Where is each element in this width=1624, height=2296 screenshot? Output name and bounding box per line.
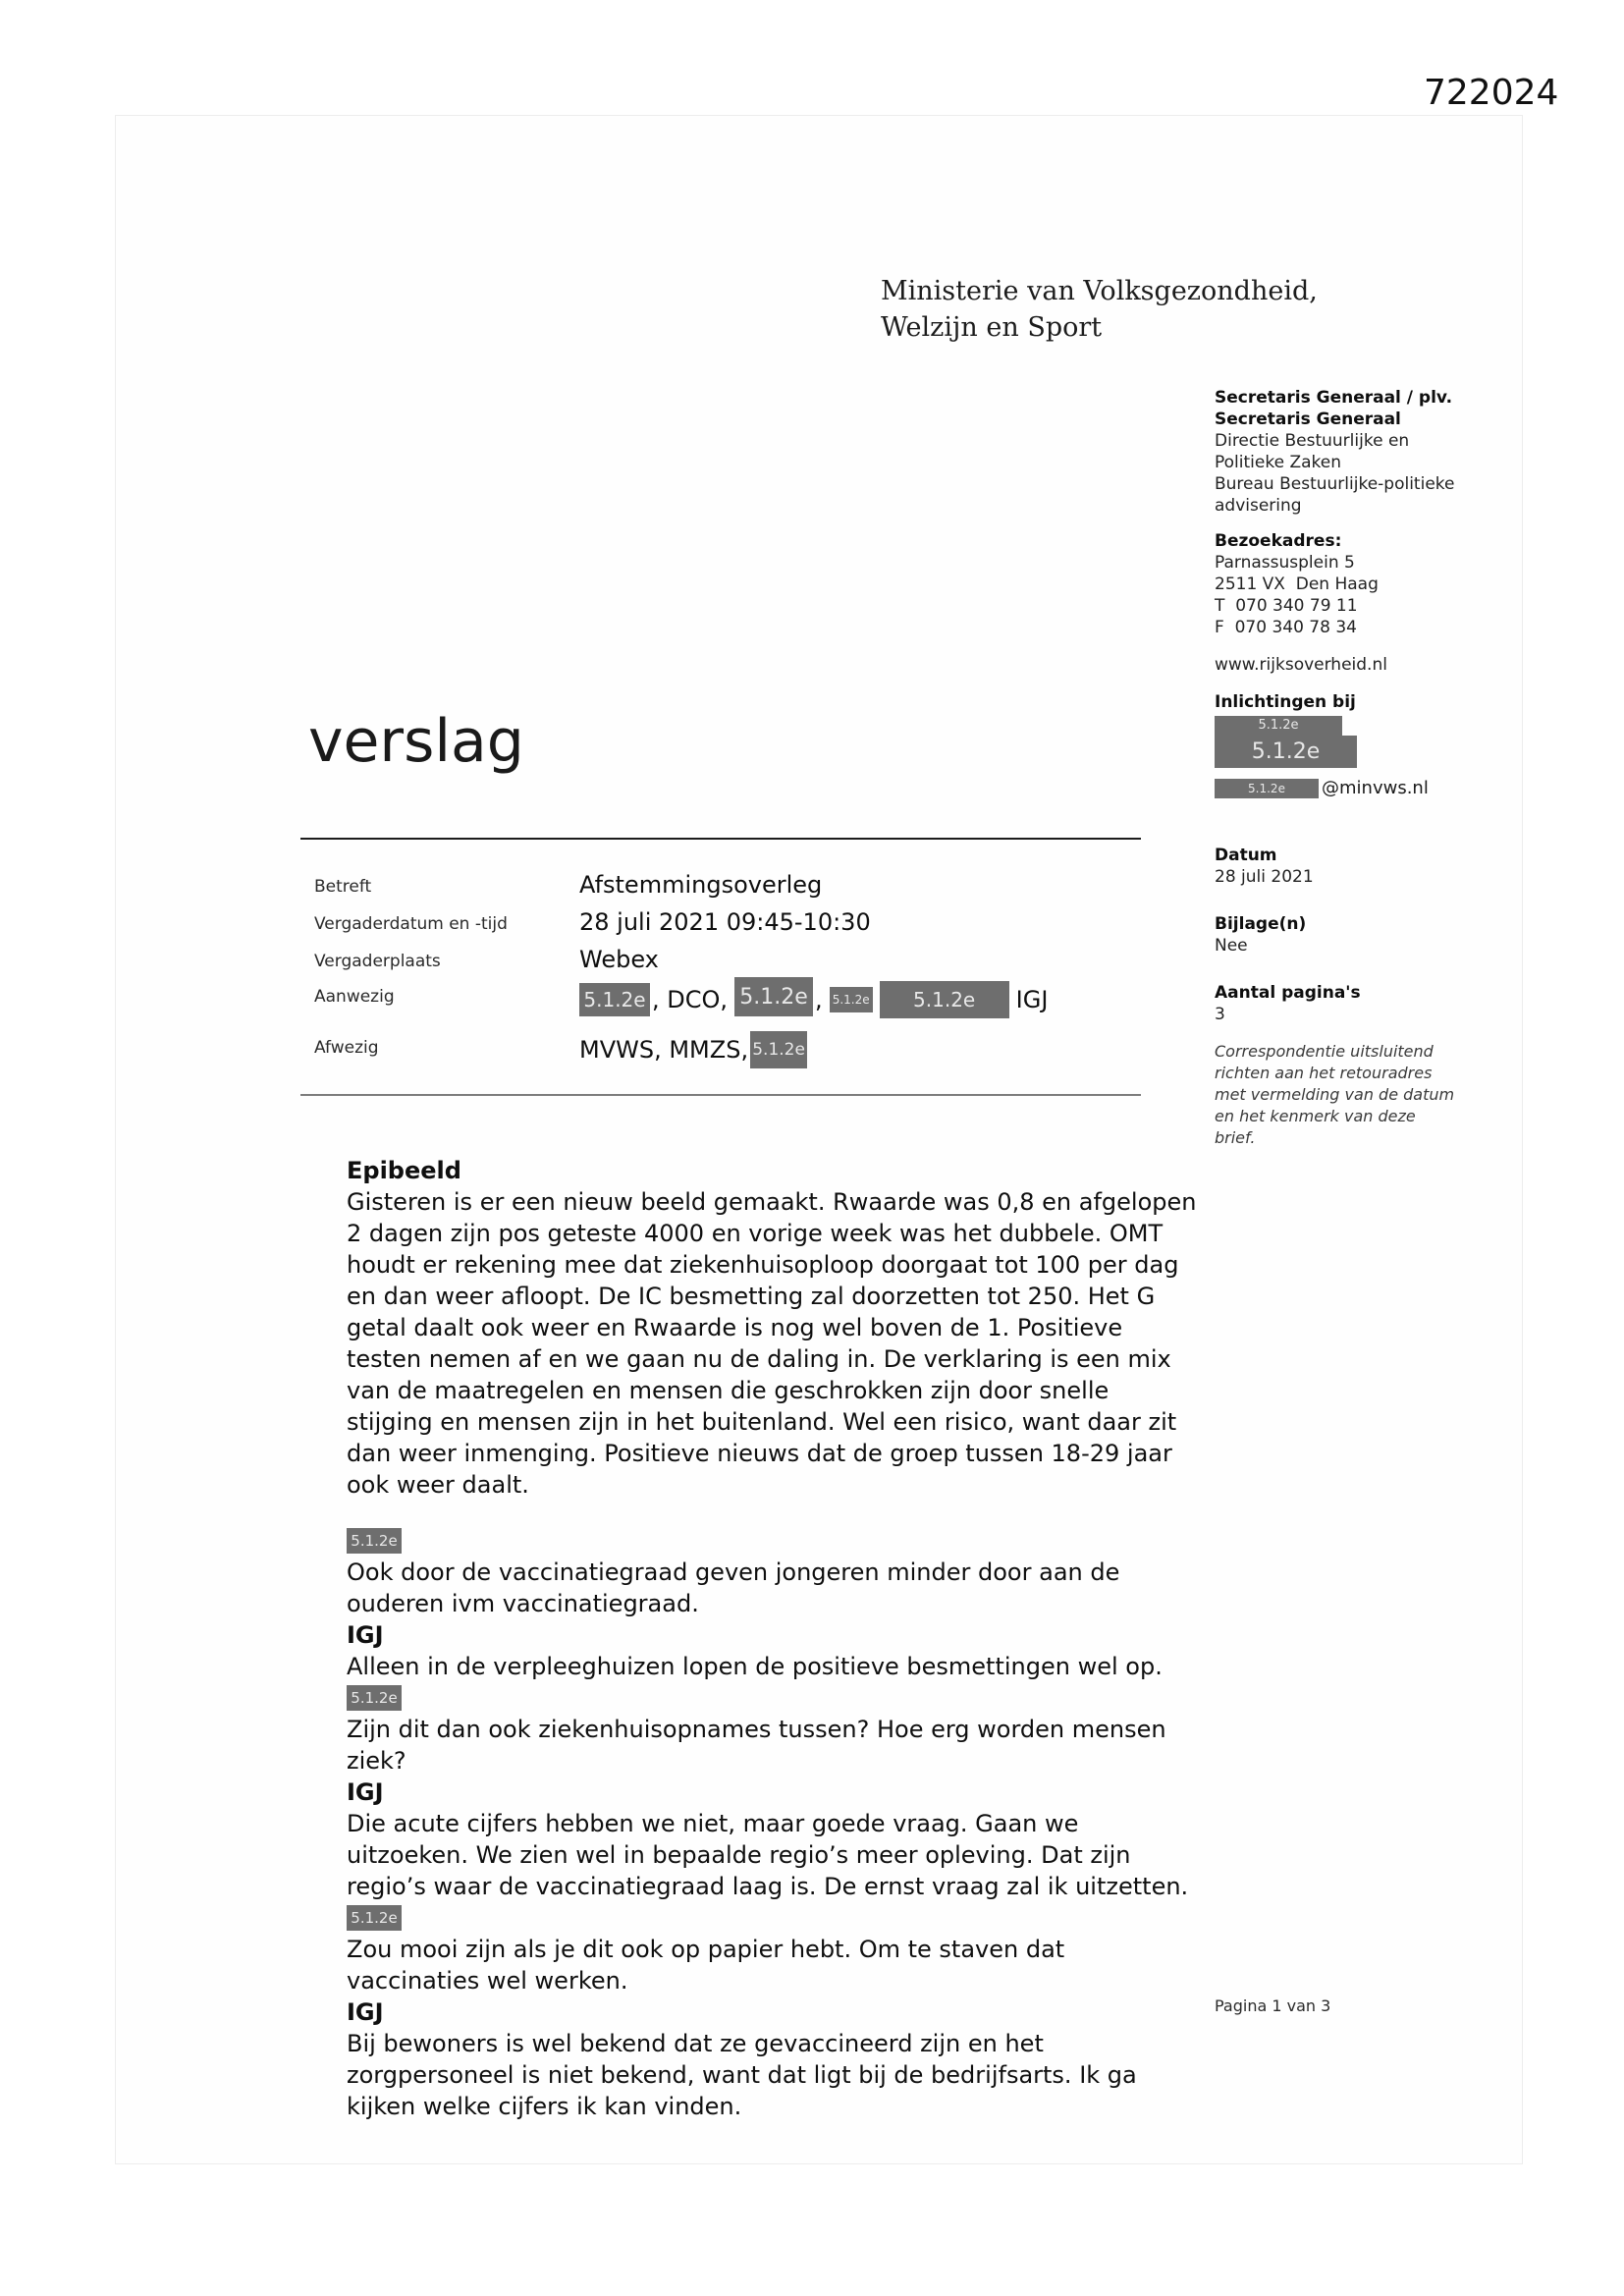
dialogue-text: Bij bewoners is wel bekend dat ze gevaccineerd zijn en het zorgpersoneel is niet bekend, want dat ligt bij de bedrijfsarts. Ik ga kijken welke cijfers ik kan vinden. xyxy=(347,2030,1137,2120)
speaker-label: IGJ xyxy=(347,1998,384,2026)
meta-label: Vergaderplaats xyxy=(314,952,441,971)
speaker-label: IGJ xyxy=(347,1621,384,1649)
meta-label: Afwezig xyxy=(314,1038,379,1058)
redaction-box xyxy=(579,983,650,1016)
meta-label: Betreft xyxy=(314,877,372,897)
dialogue-block xyxy=(347,1905,1199,1996)
website-link: www.rijksoverheid.nl xyxy=(1215,655,1387,675)
redaction-code: 5.1.2e xyxy=(1258,718,1299,733)
org-name-line: Secretaris Generaal / plv. xyxy=(1215,388,1453,408)
fax-line: F 070 340 78 34 xyxy=(1215,618,1357,637)
contact-label: Inlichtingen bij xyxy=(1215,692,1356,712)
ministry-line-1: Ministerie van Volksgezondheid, xyxy=(881,276,1318,306)
page-title: verslag xyxy=(308,707,524,776)
redaction-code: 5.1.2e xyxy=(1251,738,1321,764)
correspondence-note-line: en het kenmerk van deze xyxy=(1215,1107,1416,1125)
redaction-box xyxy=(1215,779,1319,798)
dialogue-text: Zijn dit dan ook ziekenhuisopnames tussen? Hoe erg worden mensen ziek? xyxy=(347,1716,1166,1775)
org-unit-line: advisering xyxy=(1215,496,1302,516)
contact-email-row xyxy=(1215,778,1460,799)
page-count-label: Aantal pagina's xyxy=(1215,983,1361,1003)
redaction-code: 5.1.2e xyxy=(739,984,808,1010)
redaction-box xyxy=(734,977,813,1016)
attendees-separator: , xyxy=(815,986,823,1013)
ministry-header xyxy=(881,273,1318,346)
org-unit-line: Bureau Bestuurlijke-politieke xyxy=(1215,474,1455,494)
sidebar xyxy=(1215,387,1460,1149)
meta-row-betreft xyxy=(314,870,1178,900)
meta-value: Webex xyxy=(579,946,659,973)
org-unit-line: Politieke Zaken xyxy=(1215,453,1341,472)
attachments-value: Nee xyxy=(1215,936,1248,956)
dialogue-text: Ook door de vaccinatiegraad geven jongeren minder door aan de ouderen ivm vaccinatiegraad. xyxy=(347,1558,1120,1617)
page-count-value: 3 xyxy=(1215,1005,1225,1024)
date-value: 28 juli 2021 xyxy=(1215,867,1314,887)
redaction-code: 5.1.2e xyxy=(752,1040,805,1060)
dialogue-text: Zou mooi zijn als je dit ook op papier hebt. Om te staven dat vaccinaties wel werken. xyxy=(347,1936,1065,1995)
meta-value: 28 juli 2021 09:45-10:30 xyxy=(579,908,871,936)
ministry-line-2: Welzijn en Sport xyxy=(881,312,1103,343)
meta-row-vergaderplaats xyxy=(314,945,1178,974)
redaction-code: 5.1.2e xyxy=(351,1689,398,1707)
redaction-code: 5.1.2e xyxy=(1248,782,1285,795)
page-indicator: Pagina 1 van 3 xyxy=(1215,1996,1331,2015)
redaction-box xyxy=(1215,736,1357,768)
intro-paragraph: Gisteren is er een nieuw beeld gemaakt. Rwaarde was 0,8 en afgelopen 2 dagen zijn pos geteste 4000 en vorige week was het dubbele. OMT houdt er rekening mee dat ziekenhuisoploop doorgaat tot 100 per dag en dan weer afloopt. De IC besmetting zal doorzetten tot 250. Het G getal daalt ook weer en Rwaarde is nog wel boven de 1. Positieve testen nemen af en we gaan nu de daling in. De verklaring is een mix van de maatregelen en mensen die geschrokken zijn door snelle stijging en mensen zijn in het buitenland. Wel een risico, want daar zit dan weer inmenging. Positieve nieuws dat de groep tussen 18-29 jaar ook weer daalt. xyxy=(347,1188,1197,1499)
correspondence-note-line: richten aan het retouradres xyxy=(1215,1064,1433,1082)
dialogue-text: Alleen in de verpleeghuizen lopen de positieve besmettingen wel op. xyxy=(347,1653,1163,1680)
absentees-text: MVWS, MMZS, xyxy=(579,1036,749,1064)
redaction-box xyxy=(750,1031,807,1068)
attendees-text: IGJ xyxy=(1015,986,1049,1013)
correspondence-note xyxy=(1215,1041,1460,1149)
dialogue-block xyxy=(347,1996,1199,2122)
absentees-value xyxy=(579,1031,807,1068)
redaction-code: 5.1.2e xyxy=(913,988,976,1011)
meta-value: Afstemmingsoverleg xyxy=(579,871,823,899)
redaction-code: 5.1.2e xyxy=(832,993,870,1007)
dialogue-block xyxy=(347,1528,1199,1619)
redaction-box xyxy=(347,1905,402,1931)
redaction-code: 5.1.2e xyxy=(351,1532,398,1550)
address-line: Parnassusplein 5 xyxy=(1215,553,1355,573)
dialogue-block xyxy=(347,1777,1199,1902)
correspondence-note-line: Correspondentie uitsluitend xyxy=(1215,1042,1434,1061)
address-line: 2511 VX Den Haag xyxy=(1215,574,1379,594)
dialogue-block xyxy=(347,1685,1199,1777)
divider-bottom xyxy=(300,1094,1141,1096)
org-unit-line: Directie Bestuurlijke en xyxy=(1215,431,1410,451)
dialogue-block xyxy=(347,1619,1199,1682)
date-label: Datum xyxy=(1215,846,1277,865)
attendees-value xyxy=(579,980,1048,1019)
meeting-meta-table xyxy=(314,870,1178,1068)
speaker-label: IGJ xyxy=(347,1778,384,1806)
meta-label: Vergaderdatum en -tijd xyxy=(314,914,508,934)
attendees-text: , DCO, xyxy=(652,986,729,1013)
attachments-label: Bijlage(n) xyxy=(1215,914,1307,934)
report-body xyxy=(347,1155,1199,2122)
correspondence-note-line: met vermelding van de datum xyxy=(1215,1085,1455,1104)
redaction-box xyxy=(1215,716,1342,736)
meta-row-vergaderdatum xyxy=(314,907,1178,937)
meta-row-afwezig xyxy=(314,1031,1178,1068)
meta-row-aanwezig xyxy=(314,980,1178,1019)
section-heading: Epibeeld xyxy=(347,1157,461,1184)
meta-label: Aanwezig xyxy=(314,987,395,1007)
redaction-box xyxy=(347,1685,402,1711)
correspondence-note-line: brief. xyxy=(1215,1128,1256,1147)
redaction-code: 5.1.2e xyxy=(583,988,646,1011)
redaction-box xyxy=(880,981,1009,1018)
org-name-line: Secretaris Generaal xyxy=(1215,410,1401,429)
phone-line: T 070 340 79 11 xyxy=(1215,596,1358,616)
dialogue-text: Die acute cijfers hebben we niet, maar goede vraag. Gaan we uitzoeken. We zien wel in bepaalde regio’s meer opleving. Dat zijn regio’s waar de vaccinatiegraad laag is. De ernst vraag zal ik uitzetten. xyxy=(347,1810,1189,1900)
document-number: 722024 xyxy=(1424,73,1559,113)
visit-address-label: Bezoekadres: xyxy=(1215,531,1342,551)
redaction-box xyxy=(830,987,873,1012)
redaction-box xyxy=(347,1528,402,1554)
divider-top xyxy=(300,838,1141,840)
email-domain: @minvws.nl xyxy=(1322,778,1429,798)
redaction-code: 5.1.2e xyxy=(351,1909,398,1927)
